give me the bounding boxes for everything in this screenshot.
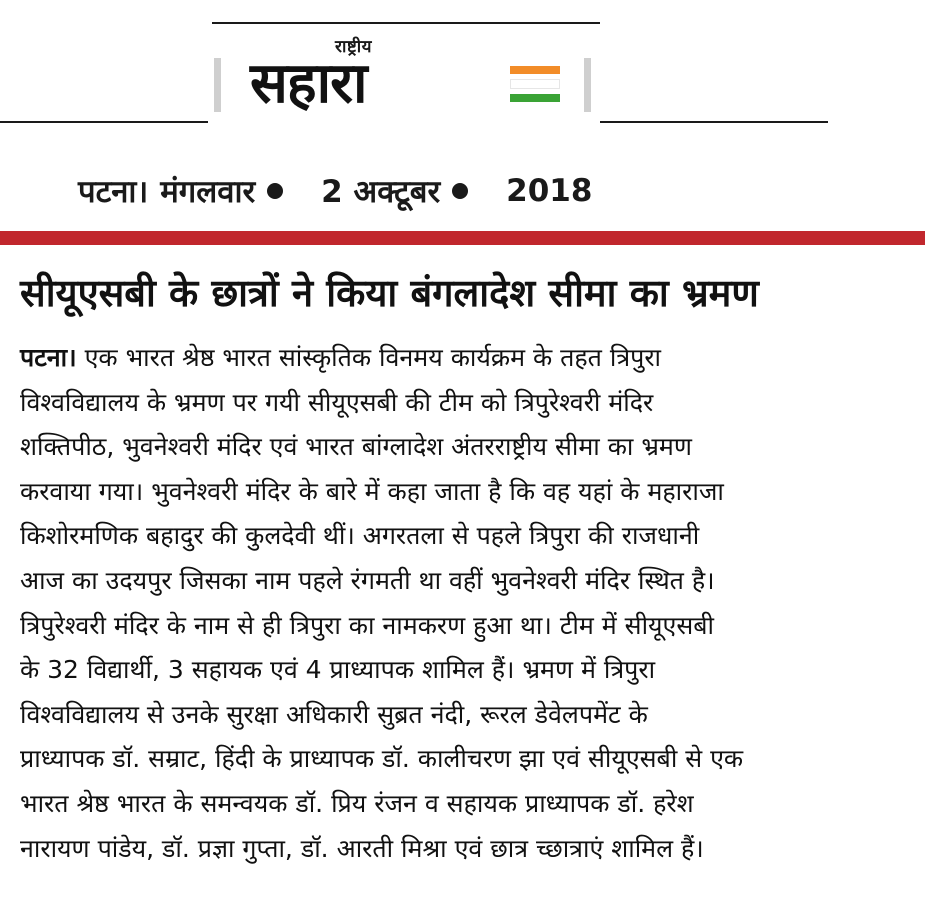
article-headline: सीयूएसबी के छात्रों ने किया बंगलादेश सीमा का भ्रमण bbox=[20, 271, 759, 315]
masthead-left-rule bbox=[0, 121, 208, 123]
article-line: त्रिपुरेश्वरी मंदिर के नाम से ही त्रिपुरा का नामकरण हुआ था। टीम में सीयूएसबी bbox=[20, 610, 715, 640]
article-line: भारत श्रेष्ठ भारत के समन्वयक डॉ. प्रिय रंजन व सहायक प्राध्यापक डॉ. हरेश bbox=[20, 788, 694, 818]
dateline-day: मंगलवार bbox=[160, 174, 256, 210]
bullet-dot bbox=[452, 183, 468, 199]
masthead-right-bar bbox=[584, 58, 591, 112]
article-line: विश्वविद्यालय के भ्रमण पर गयी सीयूएसबी की टीम को त्रिपुरेश्वरी मंदिर bbox=[20, 387, 654, 417]
article-line: शक्तिपीठ, भुवनेश्वरी मंदिर एवं भारत बांग्लादेश अंतरराष्ट्रीय सीमा का भ्रमण bbox=[20, 432, 692, 462]
dateline-year: 2018 bbox=[506, 173, 593, 209]
dateline-date: 2 अक्टूबर bbox=[321, 174, 441, 210]
masthead-right-rule bbox=[600, 121, 828, 123]
article-place: पटना। bbox=[20, 343, 77, 372]
masthead bbox=[0, 0, 925, 150]
article-line: आज का उदयपुर जिसका नाम पहले रंगमती था वहीं भुवनेश्वरी मंदिर स्थित है। bbox=[20, 565, 715, 595]
article-line: के 32 विद्यार्थी, 3 सहायक एवं 4 प्राध्यापक शामिल हैं। भ्रमण में त्रिपुरा bbox=[20, 655, 656, 685]
masthead-top-rule bbox=[212, 22, 600, 24]
dateline-city: पटना। bbox=[78, 174, 149, 210]
newspaper-logo: सहारा bbox=[250, 51, 367, 116]
article-line: पटना। एक भारत श्रेष्ठ भारत सांस्कृतिक विनमय कार्यक्रम के तहत त्रिपुरा bbox=[20, 343, 662, 372]
masthead-kicker: राष्ट्रीय bbox=[335, 37, 373, 57]
article-line: करवाया गया। भुवनेश्वरी मंदिर के बारे में कहा जाता है कि वह यहां के महाराजा bbox=[20, 476, 724, 506]
article-line: किशोरमणिक बहादुर की कुलदेवी थीं। अगरतला से पहले त्रिपुरा की राजधानी bbox=[20, 521, 700, 551]
tricolor-flag-icon bbox=[510, 66, 560, 107]
article-body bbox=[20, 336, 915, 871]
bullet-dot bbox=[267, 183, 283, 199]
article-line: विश्वविद्यालय से उनके सुरक्षा अधिकारी सुब्रत नंदी, रूरल डेवेलपमेंट के bbox=[20, 699, 648, 729]
masthead-left-bar bbox=[214, 58, 221, 112]
article-line: प्राध्यापक डॉ. सम्राट, हिंदी के प्राध्यापक डॉ. कालीचरण झा एवं सीयूएसबी से एक bbox=[20, 744, 744, 774]
article-line: नारायण पांडेय, डॉ. प्रज्ञा गुप्ता, डॉ. आरती मिश्रा एवं छात्र च्छात्राएं शामिल हैं। bbox=[20, 833, 704, 863]
dateline bbox=[78, 170, 592, 212]
accent-divider bbox=[0, 231, 925, 245]
